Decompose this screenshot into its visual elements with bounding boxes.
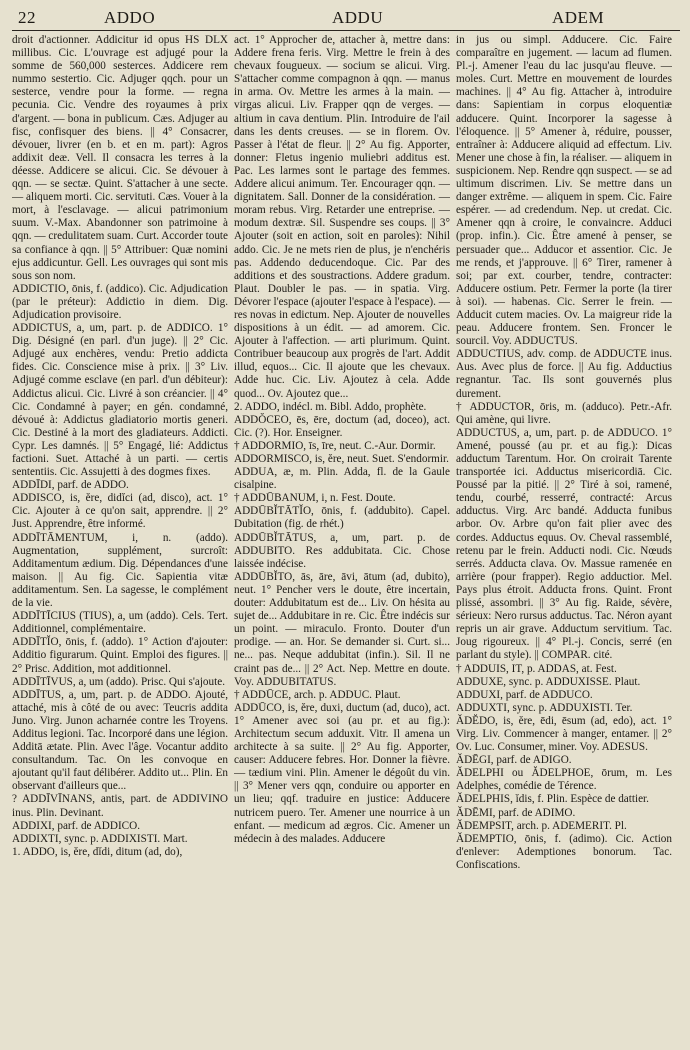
dictionary-entry: ADDIXTI, sync. p. ADDIXISTI. Mart. xyxy=(12,832,188,845)
dictionary-entry: ADDISCO, is, ĕre, didĭci (ad, disco), act. 1° Cic. Ajouter à ce qu'on sait, apprendre. || 2° Just. Apprendre, être informé. xyxy=(12,492,228,531)
dictionary-entry: ADDUCTUS, a, um, part. p. de ADDUCO. 1° Amené, poussé (au pr. et au fig.): Dicas adductum Tarentum. Hor. On croirait Tarente transportée ici. Adductus misericordiā. Cic. Poussé par la pitié. || 2° Tiré à soi, ramené, tendu, courbé, resserré, contracté: Arcus adductus. Virg. Arc bandé. Adducta funibus arbor. Ov. Arbre qu'on fait plier avec des cordes. Adductus equus. Ov. Cheval rassemblé, retenu par le frein. Adducti nodi. Cic. Nœuds serrés. Adducta clava. Ov. Massue ramenée en arrière (pour frapper). Regio adductior. Mel. Pays plus étroit. Adducta frons. Quint. Front plissé, assombri. || 3° Au fig. Raide, sévère, sérieux: Nero rursus adductus. Tac. Néron ayant repris un air grave. Adductum servitium. Tac. Joug rigoureux. || 4° Pl.-j. Concis, serré (en parlant du style). || COMPAR. cité. xyxy=(456,426,672,662)
column-middle xyxy=(234,34,450,1044)
header-rule xyxy=(12,30,680,31)
dictionary-entry: ADDŎCEO, ēs, ēre, doctum (ad, doceo), act. Cic. (?). Hor. Enseigner. xyxy=(234,413,450,439)
dictionary-entry: ADDUCTIUS, adv. comp. de ADDUCTE inus. Aus. Avec plus de force. || Au fig. Adductius regnantur. Tac. Ils sont gouvernés plus durement. xyxy=(456,348,672,400)
dictionary-entry: ADDUA, æ, m. Plin. Adda, fl. de la Gaule cisalpine. xyxy=(234,466,450,492)
dictionary-entry: ADDŪCO, is, ĕre, duxi, ductum (ad, duco), act. 1° Amener avec soi (au pr. et au fig.): Architectum secum adduxit. Vitr. Il amena un architecte à sa suite. || 2° Au fig. Apporter, causer: Adducere febres. Hor. Donner la fièvre. — tædium vini. Plin. Amener le dégoût du vin. || 3° Mener vers qqn, conduire ou apporter en un lieu; qqf. traduire en justice: Adducere nutricem puero. Ter. Amener une nourrice à un enfant. — medicum ad ægros. Cic. Amener un médecin à des malades. Adducere xyxy=(234,701,450,845)
dictionary-entry: ĂDĒMI, parf. de ADIMO. xyxy=(456,806,576,819)
page-header xyxy=(12,8,680,28)
dictionary-entry: ADDUXTI, sync. p. ADDUXISTI. Ter. xyxy=(456,701,633,714)
dictionary-entry: ADDUXI, parf. de ADDUCO. xyxy=(456,688,593,701)
dictionary-entry: ĂDELPHIS, ĭdis, f. Plin. Espèce de dattier. xyxy=(456,793,649,806)
dictionary-entry: ADDUXE, sync. p. ADDUXISSE. Plaut. xyxy=(456,675,641,688)
dictionary-entry: ĂDEMPSIT, arch. p. ADEMERIT. Pl. xyxy=(456,819,627,832)
dictionary-entry: † ADDŪBANUM, i, n. Fest. Doute. xyxy=(234,492,396,505)
dictionary-entry: ADDĪTUS, a, um, part. p. de ADDO. Ajouté, attaché, mis à côté de ou avec: Teucris addita Juno. Virg. Junon acharnée contre les Troyens. Additus legioni. Tac. Incorporé dans une légion. Additā ætate. Plin. Avec l'âge. Vocantur addito consultandum. Tac. On les convoque en ajoutant qu'il faut délibérer. Addito ut... Plin. En observant d'ailleurs que... xyxy=(12,688,228,793)
dictionary-entry: ĂDĔDO, is, ĕre, ēdi, ēsum (ad, edo), act. 1° Virg. Liv. Commencer à manger, entamer. || 2° Ov. Luc. Consumer, miner. Voy. ADESUS. xyxy=(456,714,672,754)
page-number: 22 xyxy=(18,8,36,27)
dictionary-entry: droit d'actionner. Addicitur id opus HS DLX millibus. Cic. L'ouvrage est adjugé pour la somme de 560,000 sesterces. Addicere rem nummo sestertio. Cic. Adjuger qqch. pour un sesterce, vendre pour la forme. — regna pecunia. Cic. Vendre des royaumes à prix d'argent. — bona in publicum. Cæs. Adjuger au fisc, confisquer des biens. || 4° Consacrer, dévouer, livrer (en b. et en m. part): Agros addixit deæ. Vell. Il consacra les terres à la déesse. Addicere se alicui. Cic. Se dévouer à qqn. — se sectæ. Quint. S'attacher à une secte. — aliquem morti. Cic. servituti. Cæs. Vouer à la mort, à l'esclavage. — alicui patrimonium suum. V.-Max. Abandonner son patrimoine à qqn. — credulitatem suam. Curt. Accorder toute sa confiance à qqn. || 5° Attribuer: Quæ nomini ejus addicuntur. Gell. Les ouvrages qui sont mis sous son nom. xyxy=(12,34,228,282)
dictionary-entry: † ADDUIS, IT, p. ADDAS, at. Fest. xyxy=(456,662,617,675)
dictionary-entry: ? ADDĪVĪNANS, antis, part. de ADDIVINO inus. Plin. Devinant. xyxy=(12,793,228,819)
dictionary-entry: ĂDĒGI, parf. de ADIGO. xyxy=(456,754,572,767)
dictionary-columns xyxy=(12,34,680,1044)
dictionary-entry: ĂDELPHI ou ĂDELPHOE, ōrum, m. Les Adelphes, comédie de Térence. xyxy=(456,767,672,793)
dictionary-entry: ADDICTIO, ōnis, f. (addico). Cic. Adjudication (par le préteur): Addictio in diem. Dig. Adjudication provisoire. xyxy=(12,282,228,321)
dictionary-entry: ADDŪBĬTO, ās, āre, āvi, ātum (ad, dubito), neut. 1° Pencher vers le doute, être incertain, douter: Addubitatum est de... Liv. On hésita au sujet de... Addubitare in re. Cic. Être indécis sur un point. — miraculo. Fronto. Douter d'un prodige. — an. Hor. Se demander si. Curt. si... ne... pas. Neque addubitat (infin.). Sil. Il ne craint pas de... || 2° Act. Nep. Mettre en doute. Voy. ADDUBITATUS. xyxy=(234,570,450,688)
guide-word-right: ADEM xyxy=(552,8,605,27)
column-left xyxy=(12,34,228,1044)
dictionary-entry: ADDĪTĪVUS, a, um (addo). Prisc. Qui s'ajoute. xyxy=(12,675,225,688)
dictionary-entry: ADDORMISCO, is, ĕre, neut. Suet. S'endormir. xyxy=(234,453,449,465)
dictionary-entry: ADDŪBĬTĀTĬO, ōnis, f. (addubito). Capel. Dubitation (fig. de rhét.) xyxy=(234,505,450,531)
dictionary-entry: † ADDŪCE, arch. p. ADDUC. Plaut. xyxy=(234,688,401,701)
dictionary-entry: ADDĪTĪCIUS (TIUS), a, um (addo). Cels. Tert. Additionnel, complémentaire. xyxy=(12,610,228,636)
dictionary-entry: ADDICTUS, a, um, part. p. de ADDICO. 1° Dig. Désigné (en parl. d'un juge). || 2° Cic. Adjugé aux enchères, vendu: Pretio addicta fides. Cic. Conscience mise à prix. || 3° Liv. Adjugé comme esclave (en parl. d'un débiteur): Addictus alicui. Cic. Livré à son créancier. || 4° Cic. Condamné à payer; en gén. condamné, dévoué à: Addictus gladiatorio mortis generi. Cic. Destiné à la mort des gladiateurs. Addicti. Cypr. Les damnés. || 5° Engagé, lié: Addictus factioni. Suet. Attaché à un parti. — certis sententiis. Cic. Assujetti à des dogmes fixes. xyxy=(12,322,228,479)
column-right xyxy=(456,34,672,1044)
dictionary-entry: † ADDORMIO, īs, īre, neut. C.-Aur. Dormir. xyxy=(234,439,436,452)
dictionary-entry: act. 1° Approcher de, attacher à, mettre dans: Addere frena feris. Virg. Mettre le frein à des chevaux fougueux. — socium se alicui. Virg. S'attacher comme compagnon à qqn. — manus in arma. Ov. Mettre les armes à la main. — virgas alicui. Liv. Frapper qqn de verges. — altium in cava dentium. Plin. Introduire de l'ail dans les dents creuses. — se in florem. Ov. Passer à l'état de fleur. || 2° Au fig. Apporter, donner: Fletus ingenio muliebri additus est. Pac. Les larmes sont le partage des femmes. Addere alicui animum. Ter. Encourager qqn. — dignitatem. Sall. Donner de la considération. — moram rebus. Virg. Retarder une entreprise. — modum dextræ. Sil. Suspendre ses coups. || 3° Ajouter (soit en action, soit en paroles): Nihil addo. Cic. Je ne mets rien de plus, je n'enchéris pas. Addendo deducendoque. Cic. Par des additions et des soustractions. Addere gradum. Plaut. Doubler le pas. — in spatia. Virg. Dévorer l'espace (ajouter l'espace à l'espace). — res novas in edictum. Nep. Ajouter de nouvelles dispositions à un édit. — ad amorem. Cic. Ajouter à l'affection. — arti plurimum. Quint. Contribuer beaucoup aux progrès de l'art. Addit illud, equos... Cic. Il ajoute que les chevaux. Adde huc. Cic. Liv. Ajoutez à cela. Adde quod... Ov. Ajoutez que... xyxy=(234,34,450,400)
dictionary-entry: in jus ou simpl. Adducere. Cic. Faire comparaître en jugement. — lacum ad flumen. Pl.-j. Amener l'eau du lac jusqu'au fleuve. — moles. Curt. Mettre en mouvement de lourdes machines. || 4° Au fig. Attacher à, introduire dans: Sapientiam in corpus eloquentiæ adducere. Quint. Incorporer la sagesse à l'éloquence. || 5° Amener à, réduire, pousser, entraîner à: Adducere aliquid ad effectum. Liv. Mener une chose à fin, la réaliser. — aliquem in suspicionem. Nep. Rendre qqn suspect. — se ad ultimum discrimen. Liv. Se mettre dans un danger extrême. — aliquem in spem. Cic. Faire espérer. — ad credendum. Nep. ut credat. Cic. Amener qqn à croire, le convaincre. Adduci (prop. infin.). Cic. Être amené à penser, se persuader que... Adducor et assentior. Cic. Je me rends, et j'approuve. || 6° Tirer, ramener à soi; par ext. courber, tendre, contracter: Adducere ostium. Petr. Fermer la porte (la tirer à soi). — habenas. Cic. Serrer le frein. — Adducit cutem macies. Ov. La maigreur ride la peau. Adducere frontem. Sen. Froncer le sourcil. Voy. ADDUCTUS. xyxy=(456,34,672,348)
dictionary-entry: ADDĪDI, parf. de ADDO. xyxy=(12,479,129,492)
dictionary-entry: ADDĪTĀMENTUM, i, n. (addo). Augmentation, supplément, surcroît: Additamentum ædium. Dig. Dépendances d'une maison. || Au fig. Cic. Sapientia vitæ additamentum. Sen. La sagesse, le complément de la vie. xyxy=(12,531,228,610)
dictionary-entry: ADDĪTĬO, ōnis, f. (addo). 1° Action d'ajouter: Additio figurarum. Quint. Emploi des figures. || 2° Prisc. Addition, mot additionnel. xyxy=(12,636,228,675)
dictionary-entry: ADDŪBĬTĀTUS, a, um, part. p. de ADDUBITO. Res addubitata. Cic. Chose laissée indécise. xyxy=(234,531,450,570)
guide-word-left: ADDO xyxy=(104,8,156,27)
dictionary-entry: 1. ADDO, is, ĕre, dĭdi, ditum (ad, do), xyxy=(12,845,183,858)
dictionary-entry: ĂDEMPTIO, ōnis, f. (adimo). Cic. Action d'enlever: Ademptiones bonorum. Tac. Confiscations. xyxy=(456,832,672,871)
dictionary-entry: † ADDUCTOR, ōris, m. (adduco). Petr.-Afr. Qui amène, qui livre. xyxy=(456,400,672,426)
dictionary-entry: ADDIXI, parf. de ADDICO. xyxy=(12,819,141,832)
dictionary-entry: 2. ADDO, indécl. m. Bibl. Addo, prophète. xyxy=(234,400,427,413)
guide-word-center: ADDU xyxy=(332,8,384,27)
